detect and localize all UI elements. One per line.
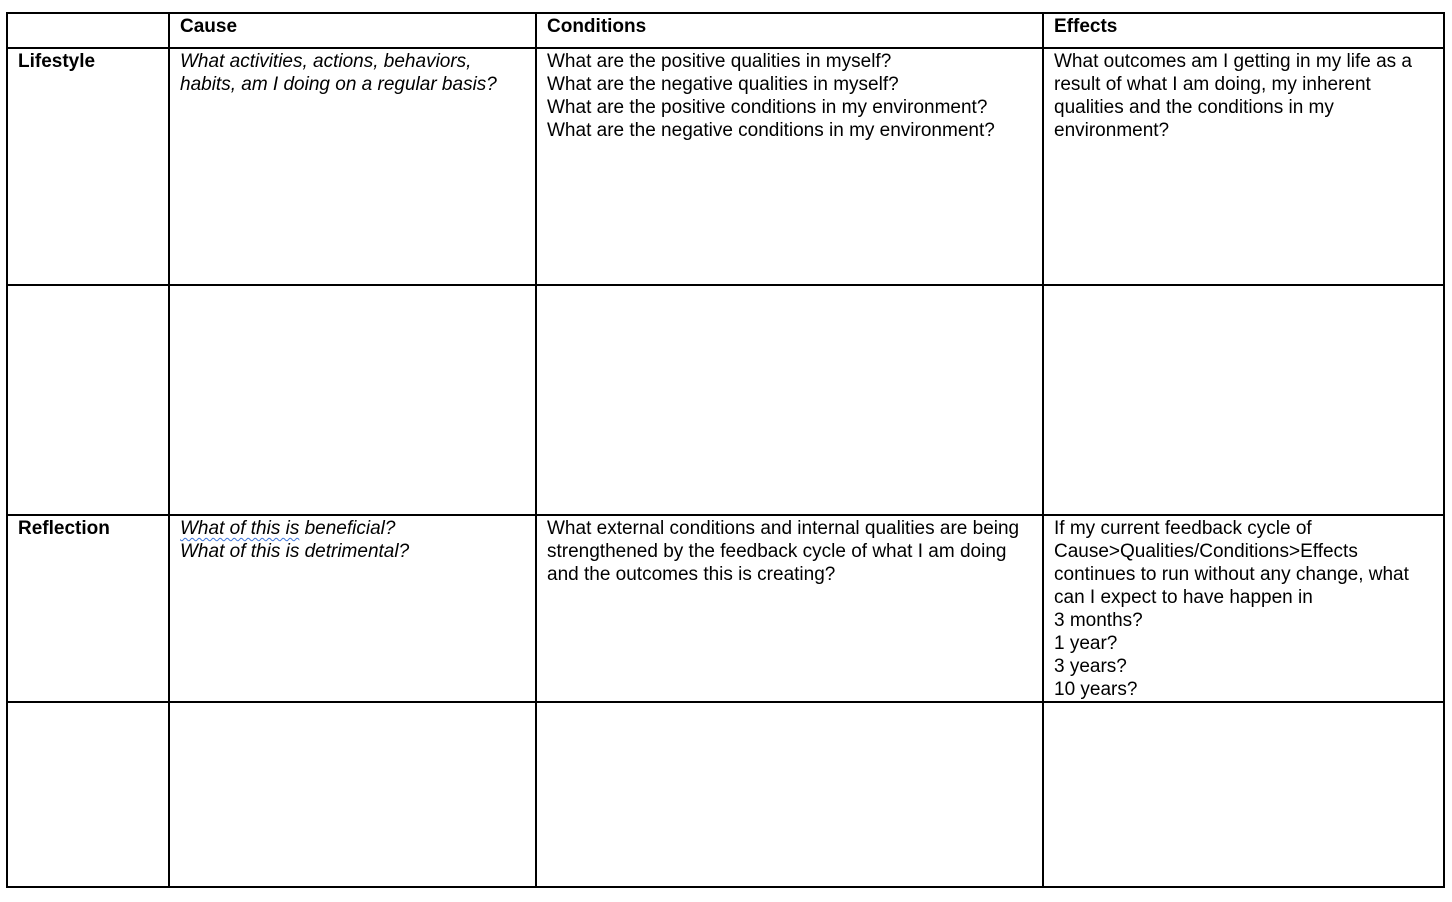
conditions-negative-environment: What are the negative conditions in my environment? [547,120,995,141]
spellcheck-marked-text: What of this is [180,518,300,539]
reflection-answer-conditions-cell[interactable] [536,702,1043,887]
reflection-answer-row [7,702,1444,887]
reflection-label[interactable]: Reflection [7,515,169,702]
lifestyle-answer-label-cell[interactable] [7,285,169,515]
lifestyle-effects-text: What outcomes am I getting in my life as a result of what I am doing, my inherent qualities and the conditions in my environment? [1054,51,1412,141]
lifestyle-row [7,48,1444,285]
lifestyle-answer-row [7,285,1444,515]
lifestyle-answer-conditions-cell[interactable] [536,285,1043,515]
reflection-answer-cause-cell[interactable] [169,702,536,887]
cause-conditions-effects-table [6,12,1445,888]
lifestyle-answer-effects-cell[interactable] [1043,285,1444,515]
lifestyle-cause-text: What activities, actions, behaviors, habits, am I doing on a regular basis? [180,51,497,95]
reflection-beneficial-rest: beneficial? [299,518,396,539]
reflection-cause-prompt[interactable] [169,515,536,702]
lifestyle-effects-prompt[interactable] [1043,48,1444,285]
header-effects[interactable]: Effects [1043,13,1444,48]
reflection-row [7,515,1444,702]
lifestyle-cause-prompt[interactable] [169,48,536,285]
conditions-positive-environment: What are the positive conditions in my environment? [547,97,988,118]
header-conditions[interactable]: Conditions [536,13,1043,48]
timeframe-10-years: 10 years? [1054,679,1138,700]
reflection-conditions-text: What external conditions and internal qualities are being strengthened by the feedback cycle of what I am doing and the outcomes this is creating? [547,518,1020,585]
reflection-answer-label-cell[interactable] [7,702,169,887]
reflection-beneficial-line [180,517,525,540]
reflection-conditions-prompt[interactable] [536,515,1043,702]
lifestyle-conditions-prompt[interactable] [536,48,1043,285]
lifestyle-label[interactable]: Lifestyle [7,48,169,285]
timeframe-1-year: 1 year? [1054,633,1118,654]
reflection-detrimental-line: What of this is detrimental? [180,541,410,562]
reflection-effects-intro: If my current feedback cycle of Cause>Qualities/Conditions>Effects continues to run without any change, what can I expect to have happen in [1054,518,1409,608]
conditions-negative-self: What are the negative qualities in myself? [547,74,899,95]
reflection-answer-effects-cell[interactable] [1043,702,1444,887]
reflection-effects-prompt[interactable] [1043,515,1444,702]
header-row [7,13,1444,48]
header-cause[interactable]: Cause [169,13,536,48]
conditions-positive-self: What are the positive qualities in myself? [547,51,892,72]
timeframe-3-years: 3 years? [1054,656,1127,677]
lifestyle-answer-cause-cell[interactable] [169,285,536,515]
timeframe-3-months: 3 months? [1054,610,1143,631]
header-corner-cell[interactable] [7,13,169,48]
